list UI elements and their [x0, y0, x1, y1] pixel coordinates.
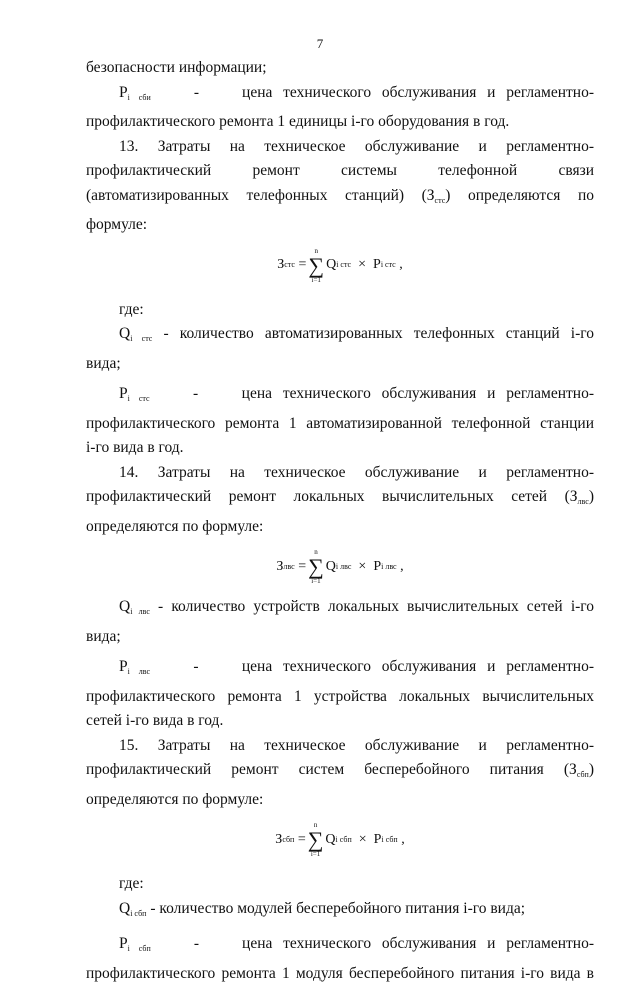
definition-p-lvs-cont: профилактического ремонта 1 устройства локальных вычислительных	[86, 685, 594, 710]
item-14-line-3: определяются по формуле:	[86, 515, 594, 540]
definition-p-sbp-cont: профилактического ремонта 1 модуля бесперебойного питания i-го вида в	[86, 962, 594, 986]
item-15-line-3: определяются по формуле:	[86, 788, 594, 813]
formula-sbp: З сбп = n ∑ i=1 Q i сбп × P i сбп ,	[86, 812, 594, 868]
definition-q-sbp: $Q_{i сбп}$ - количество модулей бесперебойного питания i-го вида;	[86, 897, 594, 927]
definition-p-stc-cont: профилактического ремонта 1 автоматизированной телефонной станции	[86, 412, 594, 437]
item-13-line-2: профилактический ремонт системы телефонной связи	[86, 159, 594, 184]
definition-q-lvs: $Q_{i лвс}$ - количество устройств локальных вычислительных сетей i-го	[86, 595, 594, 625]
definition-p-sbi-cont: профилактического ремонта 1 единицы i-го оборудования в год.	[86, 110, 594, 135]
definition-q-stc-cont: вида;	[86, 352, 594, 377]
document-body	[86, 56, 594, 986]
item-14-line-2: профилактический ремонт локальных вычислительных сетей $(З_{лвс})$	[86, 485, 594, 515]
item-14-line-1: 14. Затраты на техническое обслуживание и регламентно-	[86, 461, 594, 486]
item-15-line-1: 15. Затраты на техническое обслуживание и регламентно-	[86, 734, 594, 759]
sum-symbol: n ∑ i=1	[308, 822, 324, 858]
item-15-line-2: профилактический ремонт систем бесперебойного питания $(З_{сбп})$	[86, 758, 594, 788]
definition-p-sbi: $P_{i сби}$ - цена технического обслуживания и регламентно-	[86, 81, 594, 111]
where-label: где:	[86, 298, 594, 323]
sum-symbol: n ∑ i=1	[308, 549, 324, 585]
item-13-line-1: 13. Затраты на техническое обслуживание и регламентно-	[86, 135, 594, 160]
formula-stc: З стс = n ∑ i=1 Q i стс × P i стс ,	[86, 238, 594, 294]
item-13-line-3: (автоматизированных телефонных станций) $(З_{стс})$ определяются по	[86, 184, 594, 214]
page-number: 7	[0, 36, 640, 52]
definition-p-stc-cont2: i-го вида в год.	[86, 436, 594, 461]
where-label: где:	[86, 872, 594, 897]
definition-p-sbp: $P_{i сбп}$ - цена технического обслуживания и регламентно-	[86, 932, 594, 962]
formula-lvs: З лвс = n ∑ i=1 Q i лвс × P i лвс ,	[86, 539, 594, 595]
definition-p-lvs-cont2: сетей i-го вида в год.	[86, 709, 594, 734]
definition-p-lvs: $P_{i лвс}$ - цена технического обслуживания и регламентно-	[86, 655, 594, 685]
item-13-line-4: формуле:	[86, 213, 594, 238]
sum-symbol: n ∑ i=1	[308, 248, 324, 284]
definition-q-stc: $Q_{i стс}$ - количество автоматизированных телефонных станций i-го	[86, 322, 594, 352]
definition-q-lvs-cont: вида;	[86, 625, 594, 650]
text-line: безопасности информации;	[86, 56, 594, 81]
definition-p-stc: $P_{i стс}$ - цена технического обслуживания и регламентно-	[86, 382, 594, 412]
